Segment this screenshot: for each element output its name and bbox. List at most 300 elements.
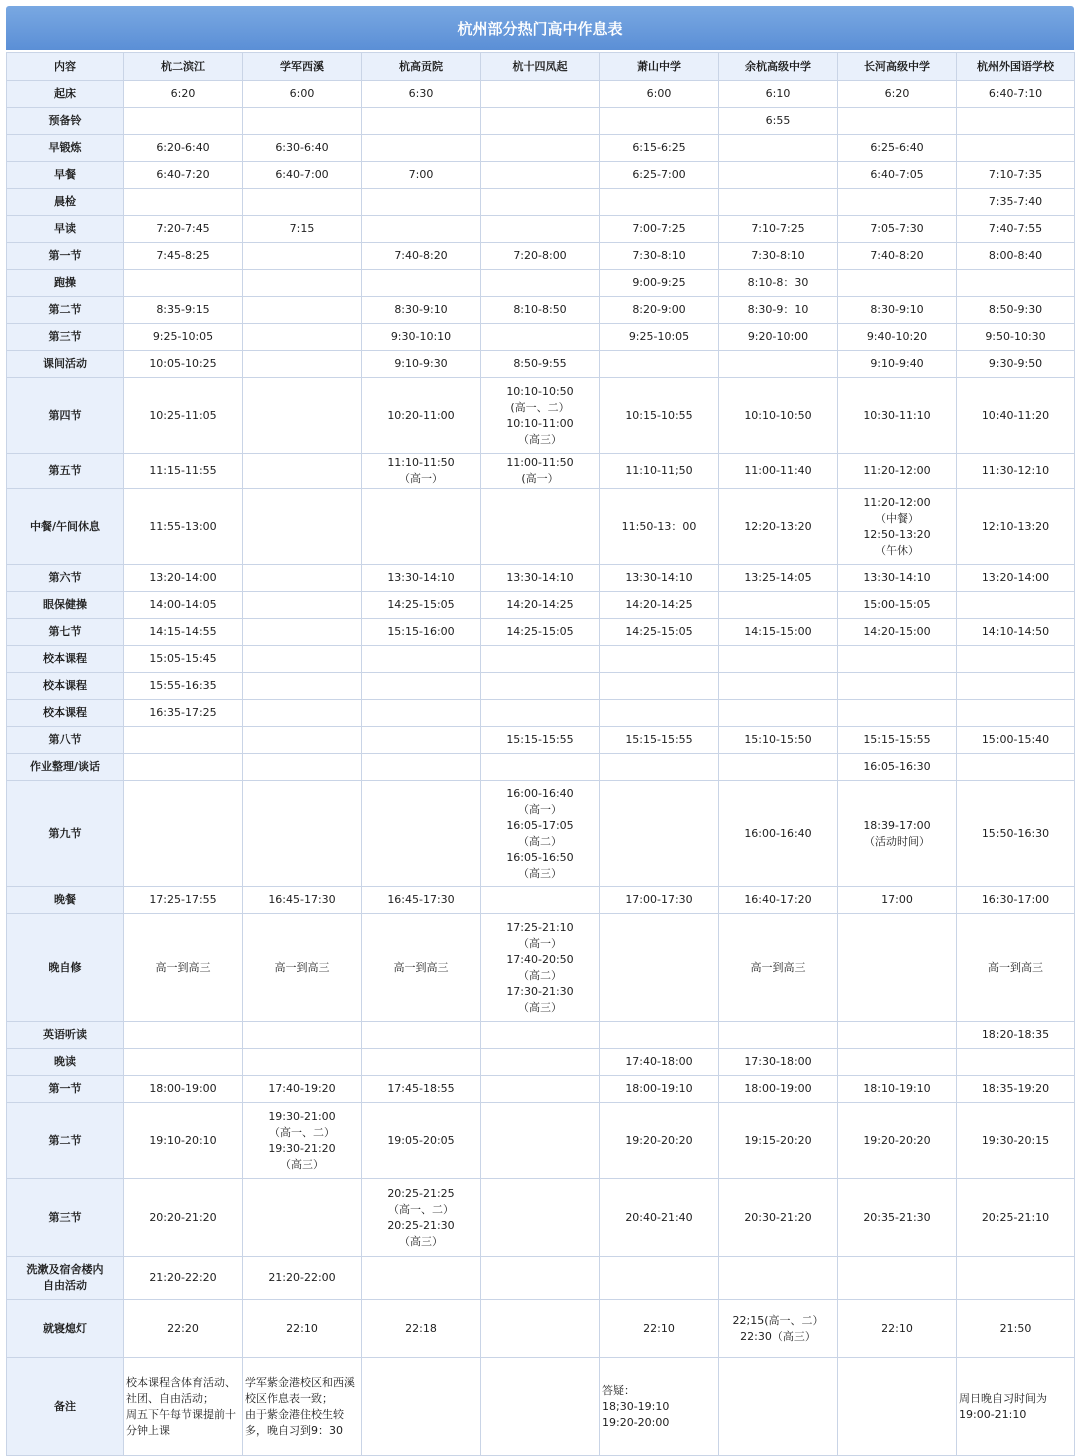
table-cell: 22:10 xyxy=(838,1300,957,1358)
table-cell: 15:15-15:55 xyxy=(600,727,719,754)
table-cell xyxy=(957,270,1075,297)
table-cell: 11:15-11:55 xyxy=(124,454,243,489)
table-cell xyxy=(600,1257,719,1300)
page-title: 杭州部分热门高中作息表 xyxy=(6,6,1074,50)
table-cell: 14:25-15:05 xyxy=(600,619,719,646)
table-cell xyxy=(243,1049,362,1076)
table-row xyxy=(7,1022,1075,1049)
table-row xyxy=(7,1358,1075,1456)
table-cell: 6:20 xyxy=(838,81,957,108)
row-label: 中餐/午间休息 xyxy=(7,489,124,565)
table-row xyxy=(7,270,1075,297)
table-row xyxy=(7,489,1075,565)
table-cell: 11:10-11:50 （高一） xyxy=(362,454,481,489)
table-cell: 8:30-9：10 xyxy=(719,297,838,324)
table-cell: 9:10-9:30 xyxy=(362,351,481,378)
table-cell: 16:00-16:40 （高一） 16:05-17:05 （高二） 16:05-16:50 （高三） xyxy=(481,781,600,887)
table-cell: 6:55 xyxy=(719,108,838,135)
row-label: 校本课程 xyxy=(7,673,124,700)
table-cell xyxy=(481,270,600,297)
table-cell: 6:25-6:40 xyxy=(838,135,957,162)
table-cell xyxy=(838,700,957,727)
table-cell xyxy=(600,754,719,781)
table-cell xyxy=(243,700,362,727)
table-cell: 22:10 xyxy=(243,1300,362,1358)
table-row xyxy=(7,592,1075,619)
table-cell xyxy=(481,646,600,673)
table-cell: 22:20 xyxy=(124,1300,243,1358)
table-cell: 6:40-7:05 xyxy=(838,162,957,189)
table-cell: 21:20-22:20 xyxy=(124,1257,243,1300)
table-cell: 20:25-21:10 xyxy=(957,1179,1075,1257)
table-cell xyxy=(719,646,838,673)
table-cell xyxy=(957,646,1075,673)
table-cell xyxy=(838,1358,957,1456)
table-cell xyxy=(957,1049,1075,1076)
table-cell xyxy=(838,914,957,1022)
table-cell xyxy=(243,108,362,135)
table-cell xyxy=(600,351,719,378)
table-cell: 19:15-20:20 xyxy=(719,1103,838,1179)
table-cell: 7:00-7:25 xyxy=(600,216,719,243)
table-cell xyxy=(362,781,481,887)
table-cell xyxy=(600,1022,719,1049)
table-cell: 10:40-11:20 xyxy=(957,378,1075,454)
table-row xyxy=(7,1300,1075,1358)
table-cell xyxy=(243,754,362,781)
table-cell xyxy=(838,1022,957,1049)
table-row xyxy=(7,1049,1075,1076)
table-cell xyxy=(362,646,481,673)
table-cell: 9:25-10:05 xyxy=(124,324,243,351)
table-cell: 19:20-20:20 xyxy=(600,1103,719,1179)
table-cell: 6:25-7:00 xyxy=(600,162,719,189)
table-cell: 18:20-18:35 xyxy=(957,1022,1075,1049)
table-cell: 8:50-9:55 xyxy=(481,351,600,378)
row-label: 课间活动 xyxy=(7,351,124,378)
table-cell: 11:30-12:10 xyxy=(957,454,1075,489)
table-cell: 7:20-7:45 xyxy=(124,216,243,243)
table-cell: 17:25-21:10 （高一） 17:40-20:50 （高二） 17:30-21:30 （高三） xyxy=(481,914,600,1022)
table-cell xyxy=(362,216,481,243)
table-cell: 高一到高三 xyxy=(362,914,481,1022)
table-cell xyxy=(838,108,957,135)
table-cell xyxy=(600,914,719,1022)
table-cell xyxy=(124,754,243,781)
table-row xyxy=(7,216,1075,243)
table-cell: 7:15 xyxy=(243,216,362,243)
table-cell: 7:05-7:30 xyxy=(838,216,957,243)
table-row xyxy=(7,727,1075,754)
table-cell: 20:25-21:25 （高一、二） 20:25-21:30 （高三） xyxy=(362,1179,481,1257)
table-cell: 10:10-10:50 (高一、二） 10:10-11:00 （高三） xyxy=(481,378,600,454)
table-cell: 周日晚自习时间为 19:00-21:10 xyxy=(957,1358,1075,1456)
row-label: 备注 xyxy=(7,1358,124,1456)
table-cell: 6:20-6:40 xyxy=(124,135,243,162)
column-header: 内容 xyxy=(7,53,124,81)
table-cell xyxy=(957,108,1075,135)
table-cell: 6:30-6:40 xyxy=(243,135,362,162)
row-label: 第四节 xyxy=(7,378,124,454)
table-row xyxy=(7,700,1075,727)
table-cell: 11:10-11;50 xyxy=(600,454,719,489)
table-cell: 校本课程含体育活动、社团、自由活动； 周五下午每节课提前十分钟上课 xyxy=(124,1358,243,1456)
table-cell: 11:00-11:50 (高一） xyxy=(481,454,600,489)
table-cell: 9:20-10:00 xyxy=(719,324,838,351)
table-cell xyxy=(719,1022,838,1049)
table-cell xyxy=(481,108,600,135)
table-cell: 13:25-14:05 xyxy=(719,565,838,592)
table-cell xyxy=(243,592,362,619)
table-cell xyxy=(362,135,481,162)
table-cell xyxy=(481,162,600,189)
table-cell: 16:35-17:25 xyxy=(124,700,243,727)
table-cell xyxy=(481,700,600,727)
table-cell xyxy=(124,270,243,297)
table-cell: 11:50-13：00 xyxy=(600,489,719,565)
table-cell: 11:20-12:00 （中餐） 12:50-13:20 （午休） xyxy=(838,489,957,565)
table-cell xyxy=(600,700,719,727)
table-cell xyxy=(838,1049,957,1076)
table-cell xyxy=(362,489,481,565)
table-cell: 17:40-18:00 xyxy=(600,1049,719,1076)
table-cell: 8:20-9:00 xyxy=(600,297,719,324)
row-label: 跑操 xyxy=(7,270,124,297)
table-cell xyxy=(362,1049,481,1076)
column-header: 余杭高级中学 xyxy=(719,53,838,81)
row-label: 第八节 xyxy=(7,727,124,754)
table-cell: 15:55-16:35 xyxy=(124,673,243,700)
row-label: 校本课程 xyxy=(7,646,124,673)
table-cell xyxy=(243,324,362,351)
table-cell: 9:40-10:20 xyxy=(838,324,957,351)
table-cell: 19:20-20:20 xyxy=(838,1103,957,1179)
table-cell: 16:30-17:00 xyxy=(957,887,1075,914)
table-cell: 22;15(高一、二） 22:30（高三） xyxy=(719,1300,838,1358)
table-cell: 8:00-8:40 xyxy=(957,243,1075,270)
row-label: 第七节 xyxy=(7,619,124,646)
table-cell: 19:05-20:05 xyxy=(362,1103,481,1179)
table-cell: 6:00 xyxy=(243,81,362,108)
table-cell: 答疑： 18;30-19:10 19:20-20:00 xyxy=(600,1358,719,1456)
table-cell xyxy=(481,189,600,216)
table-cell: 6:00 xyxy=(600,81,719,108)
table-row xyxy=(7,754,1075,781)
table-cell: 13:20-14:00 xyxy=(124,565,243,592)
table-cell: 6:40-7:10 xyxy=(957,81,1075,108)
table-cell xyxy=(243,351,362,378)
table-cell xyxy=(719,189,838,216)
row-label: 早锻炼 xyxy=(7,135,124,162)
table-cell: 12:20-13:20 xyxy=(719,489,838,565)
table-cell: 16:45-17:30 xyxy=(362,887,481,914)
row-label: 第六节 xyxy=(7,565,124,592)
row-label: 第二节 xyxy=(7,1103,124,1179)
table-cell xyxy=(719,162,838,189)
table-cell xyxy=(481,135,600,162)
table-cell: 14:00-14:05 xyxy=(124,592,243,619)
table-cell xyxy=(719,673,838,700)
column-header: 学军西溪 xyxy=(243,53,362,81)
row-label: 作业整理/谈话 xyxy=(7,754,124,781)
table-cell xyxy=(243,1022,362,1049)
table-cell: 10:30-11:10 xyxy=(838,378,957,454)
table-cell xyxy=(600,108,719,135)
table-cell xyxy=(243,781,362,887)
table-cell: 14:20-14:25 xyxy=(600,592,719,619)
table-cell xyxy=(243,297,362,324)
table-cell: 15:15-15:55 xyxy=(481,727,600,754)
table-cell: 14:15-15:00 xyxy=(719,619,838,646)
table-cell xyxy=(719,1358,838,1456)
table-cell xyxy=(838,646,957,673)
table-cell xyxy=(719,351,838,378)
table-cell: 7:10-7:35 xyxy=(957,162,1075,189)
table-cell xyxy=(481,216,600,243)
table-cell xyxy=(243,673,362,700)
table-cell xyxy=(481,887,600,914)
table-cell xyxy=(243,489,362,565)
table-cell: 14:10-14:50 xyxy=(957,619,1075,646)
table-cell xyxy=(481,1049,600,1076)
schedule-table xyxy=(6,52,1075,1456)
table-row xyxy=(7,1179,1075,1257)
table-cell: 6:30 xyxy=(362,81,481,108)
table-cell: 16:40-17:20 xyxy=(719,887,838,914)
table-cell: 18:00-19:00 xyxy=(719,1076,838,1103)
row-label: 晨检 xyxy=(7,189,124,216)
table-row xyxy=(7,378,1075,454)
table-cell xyxy=(957,1257,1075,1300)
table-cell: 高一到高三 xyxy=(243,914,362,1022)
table-cell: 7:40-8:20 xyxy=(838,243,957,270)
table-cell: 17:25-17:55 xyxy=(124,887,243,914)
table-cell: 9:10-9:40 xyxy=(838,351,957,378)
table-cell: 20:20-21:20 xyxy=(124,1179,243,1257)
table-cell: 8:10-8:50 xyxy=(481,297,600,324)
table-cell xyxy=(124,1049,243,1076)
row-label: 第九节 xyxy=(7,781,124,887)
table-cell: 7:40-7:55 xyxy=(957,216,1075,243)
table-cell: 15:05-15:45 xyxy=(124,646,243,673)
table-cell xyxy=(243,565,362,592)
row-label: 第三节 xyxy=(7,324,124,351)
table-cell: 8:50-9:30 xyxy=(957,297,1075,324)
table-cell: 15:10-15:50 xyxy=(719,727,838,754)
table-cell: 19:30-21:00 （高一、二） 19:30-21:20 （高三） xyxy=(243,1103,362,1179)
table-row xyxy=(7,297,1075,324)
table-cell xyxy=(719,700,838,727)
table-cell: 10:20-11:00 xyxy=(362,378,481,454)
table-cell: 18:39-17:00 （活动时间） xyxy=(838,781,957,887)
table-row xyxy=(7,673,1075,700)
table-cell xyxy=(243,646,362,673)
table-row xyxy=(7,108,1075,135)
table-cell xyxy=(838,673,957,700)
table-cell xyxy=(957,700,1075,727)
table-cell: 19:30-20:15 xyxy=(957,1103,1075,1179)
row-label: 晚读 xyxy=(7,1049,124,1076)
row-label: 洗漱及宿舍楼内 自由活动 xyxy=(7,1257,124,1300)
table-cell xyxy=(481,81,600,108)
row-label: 早读 xyxy=(7,216,124,243)
table-cell: 7:00 xyxy=(362,162,481,189)
table-cell: 17:40-19:20 xyxy=(243,1076,362,1103)
table-cell: 6:15-6:25 xyxy=(600,135,719,162)
table-cell: 9:00-9:25 xyxy=(600,270,719,297)
table-cell xyxy=(481,1257,600,1300)
table-cell: 18:35-19:20 xyxy=(957,1076,1075,1103)
table-cell xyxy=(124,727,243,754)
table-cell: 20:30-21:20 xyxy=(719,1179,838,1257)
table-cell: 10:25-11:05 xyxy=(124,378,243,454)
table-cell: 13:30-14:10 xyxy=(838,565,957,592)
row-label: 预备铃 xyxy=(7,108,124,135)
table-cell xyxy=(362,1022,481,1049)
table-cell xyxy=(957,754,1075,781)
table-cell xyxy=(362,700,481,727)
table-cell xyxy=(481,1179,600,1257)
table-cell xyxy=(719,592,838,619)
table-row xyxy=(7,1257,1075,1300)
table-cell xyxy=(600,673,719,700)
table-cell xyxy=(957,592,1075,619)
table-row xyxy=(7,619,1075,646)
table-cell: 8:35-9:15 xyxy=(124,297,243,324)
table-cell: 8:30-9:10 xyxy=(362,297,481,324)
table-cell xyxy=(124,108,243,135)
table-cell xyxy=(362,108,481,135)
row-label: 第一节 xyxy=(7,1076,124,1103)
table-cell: 6:40-7:00 xyxy=(243,162,362,189)
table-row xyxy=(7,243,1075,270)
table-cell: 20:35-21:30 xyxy=(838,1179,957,1257)
table-cell: 7:40-8:20 xyxy=(362,243,481,270)
table-row xyxy=(7,914,1075,1022)
table-cell: 19:10-20:10 xyxy=(124,1103,243,1179)
table-cell xyxy=(124,1022,243,1049)
table-cell: 14:20-15:00 xyxy=(838,619,957,646)
table-cell: 7:20-8:00 xyxy=(481,243,600,270)
table-cell: 17:00 xyxy=(838,887,957,914)
row-label: 晚自修 xyxy=(7,914,124,1022)
table-cell: 20:40-21:40 xyxy=(600,1179,719,1257)
table-cell: 18:00-19:00 xyxy=(124,1076,243,1103)
table-cell xyxy=(600,189,719,216)
table-row xyxy=(7,1103,1075,1179)
table-cell xyxy=(481,324,600,351)
table-cell xyxy=(124,781,243,887)
table-cell: 17:00-17:30 xyxy=(600,887,719,914)
table-cell: 9:50-10:30 xyxy=(957,324,1075,351)
table-cell: 12:10-13:20 xyxy=(957,489,1075,565)
table-cell: 17:45-18:55 xyxy=(362,1076,481,1103)
table-row xyxy=(7,135,1075,162)
table-row xyxy=(7,324,1075,351)
table-cell: 9:30-10:10 xyxy=(362,324,481,351)
table-cell xyxy=(719,135,838,162)
table-cell: 7:45-8:25 xyxy=(124,243,243,270)
table-cell: 15:50-16:30 xyxy=(957,781,1075,887)
table-cell xyxy=(481,489,600,565)
table-cell: 15:15-15:55 xyxy=(838,727,957,754)
table-cell xyxy=(957,135,1075,162)
table-cell xyxy=(600,781,719,887)
table-cell: 13:30-14:10 xyxy=(481,565,600,592)
row-label: 就寝熄灯 xyxy=(7,1300,124,1358)
table-cell: 6:20 xyxy=(124,81,243,108)
table-cell: 10:05-10:25 xyxy=(124,351,243,378)
table-cell xyxy=(362,1358,481,1456)
table-cell xyxy=(719,1257,838,1300)
table-cell: 9:25-10:05 xyxy=(600,324,719,351)
table-cell: 17:30-18:00 xyxy=(719,1049,838,1076)
table-row xyxy=(7,646,1075,673)
table-cell: 学军紫金港校区和西溪校区作息表一致； 由于紫金港住校生较多，晚自习到9：30 xyxy=(243,1358,362,1456)
table-cell: 7:10-7:25 xyxy=(719,216,838,243)
table-cell: 11:00-11:40 xyxy=(719,454,838,489)
table-cell xyxy=(362,754,481,781)
column-header: 杭高贡院 xyxy=(362,53,481,81)
table-cell: 13:20-14:00 xyxy=(957,565,1075,592)
table-cell: 10:15-10:55 xyxy=(600,378,719,454)
table-cell xyxy=(481,1300,600,1358)
table-row xyxy=(7,189,1075,216)
header-row xyxy=(7,53,1075,81)
column-header: 杭州外国语学校 xyxy=(957,53,1075,81)
table-row xyxy=(7,454,1075,489)
table-cell xyxy=(838,270,957,297)
row-label: 英语听读 xyxy=(7,1022,124,1049)
table-cell xyxy=(838,1257,957,1300)
row-label: 起床 xyxy=(7,81,124,108)
table-cell xyxy=(481,1076,600,1103)
table-cell xyxy=(362,727,481,754)
table-cell xyxy=(481,1103,600,1179)
table-cell xyxy=(243,619,362,646)
table-cell xyxy=(957,673,1075,700)
table-cell: 21:50 xyxy=(957,1300,1075,1358)
table-cell xyxy=(362,1257,481,1300)
table-cell: 7:35-7:40 xyxy=(957,189,1075,216)
table-cell: 6:40-7:20 xyxy=(124,162,243,189)
row-label: 晚餐 xyxy=(7,887,124,914)
table-cell xyxy=(243,378,362,454)
table-cell: 16:45-17:30 xyxy=(243,887,362,914)
table-row xyxy=(7,1076,1075,1103)
table-cell xyxy=(243,454,362,489)
table-cell: 14:25-15:05 xyxy=(362,592,481,619)
table-cell: 18:10-19:10 xyxy=(838,1076,957,1103)
row-label: 第二节 xyxy=(7,297,124,324)
table-cell: 7:30-8:10 xyxy=(719,243,838,270)
table-cell: 15:15-16:00 xyxy=(362,619,481,646)
table-cell: 21:20-22:00 xyxy=(243,1257,362,1300)
table-cell xyxy=(719,754,838,781)
table-row xyxy=(7,565,1075,592)
table-row xyxy=(7,81,1075,108)
table-cell xyxy=(243,270,362,297)
table-cell xyxy=(124,189,243,216)
table-cell: 6:10 xyxy=(719,81,838,108)
table-cell xyxy=(600,646,719,673)
table-cell: 14:20-14:25 xyxy=(481,592,600,619)
column-header: 萧山中学 xyxy=(600,53,719,81)
table-cell: 10:10-10:50 xyxy=(719,378,838,454)
table-cell: 8:30-9:10 xyxy=(838,297,957,324)
table-cell xyxy=(481,1358,600,1456)
table-cell: 16:00-16:40 xyxy=(719,781,838,887)
